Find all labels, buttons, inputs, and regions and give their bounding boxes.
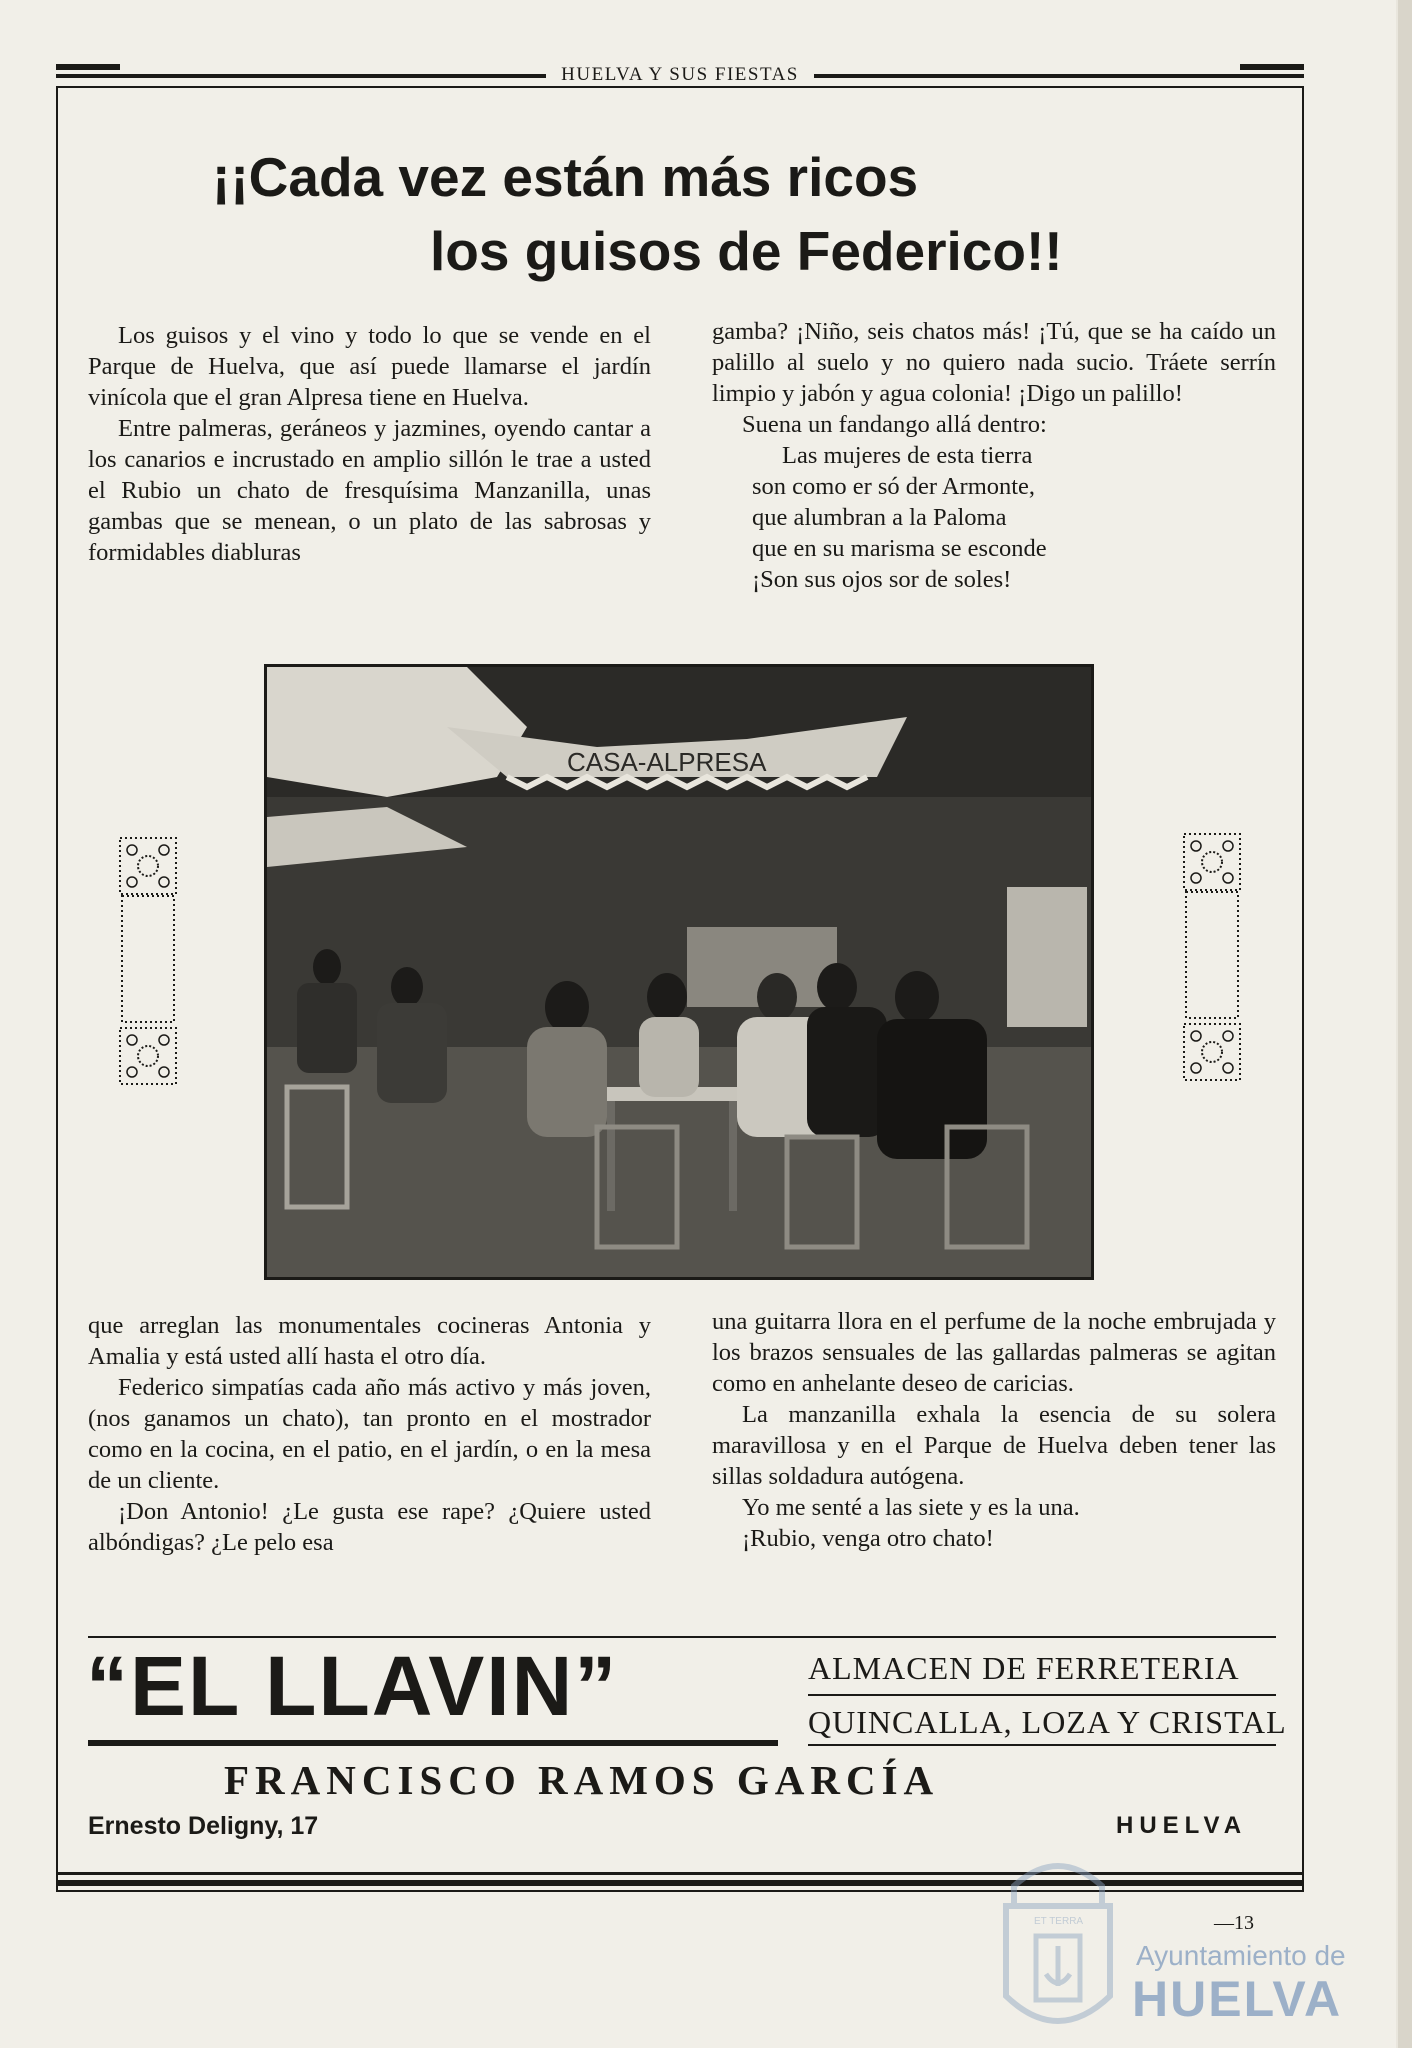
restaurant-photo <box>264 664 1094 1280</box>
ad-name-underline <box>88 1740 778 1746</box>
page-number: —13 <box>1214 1912 1254 1934</box>
shop-line-2: QUINCALLA, LOZA Y CRISTAL <box>808 1704 1287 1740</box>
verse-line: que alumbran a la Paloma <box>752 504 1007 531</box>
shop-owner: FRANCISCO RAMOS GARCÍA <box>224 1757 940 1803</box>
paragraph: Entre palmeras, geráneos y jazmines, oyendo cantar a los canarios e incrustado en amplio sillón le trae a usted el Rubio un chato de fresquísima Manzanilla, unas gambas que se menean, o un plato de las sabrosas y formidables diabluras <box>88 415 651 566</box>
article-column-3 <box>88 1310 651 1558</box>
paragraph: Yo me senté a las siete y es la una. <box>742 1494 1080 1521</box>
shop-city: HUELVA <box>1116 1812 1248 1839</box>
city-seal-watermark <box>996 1846 1120 2042</box>
paragraph: La manzanilla exhala la esencia de su solera maravillosa y en el Parque de Huelva deben tener las sillas soldadura autógena. <box>712 1401 1276 1490</box>
paragraph: Suena un fandango allá dentro: <box>742 411 1047 438</box>
paragraph: una guitarra llora en el perfume de la noche embrujada y los brazos sensuales de las gallardas palmeras se agitan como en anhelante deseo de caricias. <box>712 1308 1276 1397</box>
paragraph: gamba? ¡Niño, seis chatos más! ¡Tú, que se ha caído un palillo al suelo y no quiero nada sucio. Tráete serrín limpio y jabón y agua colonia! ¡Digo un palillo! <box>712 318 1276 407</box>
svg-text:ET TERRA: ET TERRA <box>1034 1916 1084 1927</box>
paragraph: ¡Don Antonio! ¿Le gusta ese rape? ¿Quiere usted albóndigas? ¿Le pelo esa <box>88 1498 651 1556</box>
paragraph: Los guisos y el vino y todo lo que se vende en el Parque de Huelva, que así puede llamarse el jardín vinícola que el gran Alpresa tiene en Huelva. <box>88 322 651 411</box>
ad-top-rule <box>88 1636 1276 1638</box>
paragraph: ¡Rubio, venga otro chato! <box>742 1525 994 1552</box>
ad-right-divider <box>808 1694 1276 1696</box>
verse-line: son como er só der Armonte, <box>752 473 1036 500</box>
shop-name: “EL LLAVIN” <box>86 1639 619 1733</box>
watermark-line-1: Ayuntamiento de <box>1136 1940 1346 1971</box>
right-ornament <box>1182 832 1242 1082</box>
verse-line: que en su marisma se esconde <box>752 535 1047 562</box>
paragraph: que arreglan las monumentales cocineras Antonia y Amalia y está usted allí hasta el otro día. <box>88 1312 651 1370</box>
headline-line-2: los guisos de Federico!! <box>430 220 1063 282</box>
article-column-4 <box>712 1306 1276 1554</box>
shop-line-1: ALMACEN DE FERRETERIA <box>808 1650 1240 1686</box>
paragraph: Federico simpatías cada año más activo y más joven, (nos ganamos un chato), tan pronto en el mostrador como en la cocina, en el patio, en el jardín, o en la mesa de un cliente. <box>88 1374 651 1494</box>
shop-address: Ernesto Deligny, 17 <box>88 1812 319 1840</box>
article-column-1 <box>88 320 651 568</box>
article-column-2 <box>712 316 1276 595</box>
awning-sign-text: CASA-ALPRESA <box>567 747 767 777</box>
ad-right-bottom-rule <box>808 1744 1276 1746</box>
headline <box>200 140 1160 288</box>
running-title: HUELVA Y SUS FIESTAS <box>561 64 799 85</box>
verse-line: ¡Son sus ojos sor de soles! <box>752 566 1012 593</box>
verse-line: Las mujeres de esta tierra <box>782 442 1033 469</box>
watermark-line-2: HUELVA <box>1132 1971 1343 2027</box>
page-edge <box>1398 0 1412 2048</box>
photo-illustration <box>267 667 1091 1277</box>
left-ornament <box>118 836 178 1086</box>
headline-line-1: ¡¡Cada vez están más ricos <box>212 146 919 208</box>
running-header <box>56 64 1304 88</box>
